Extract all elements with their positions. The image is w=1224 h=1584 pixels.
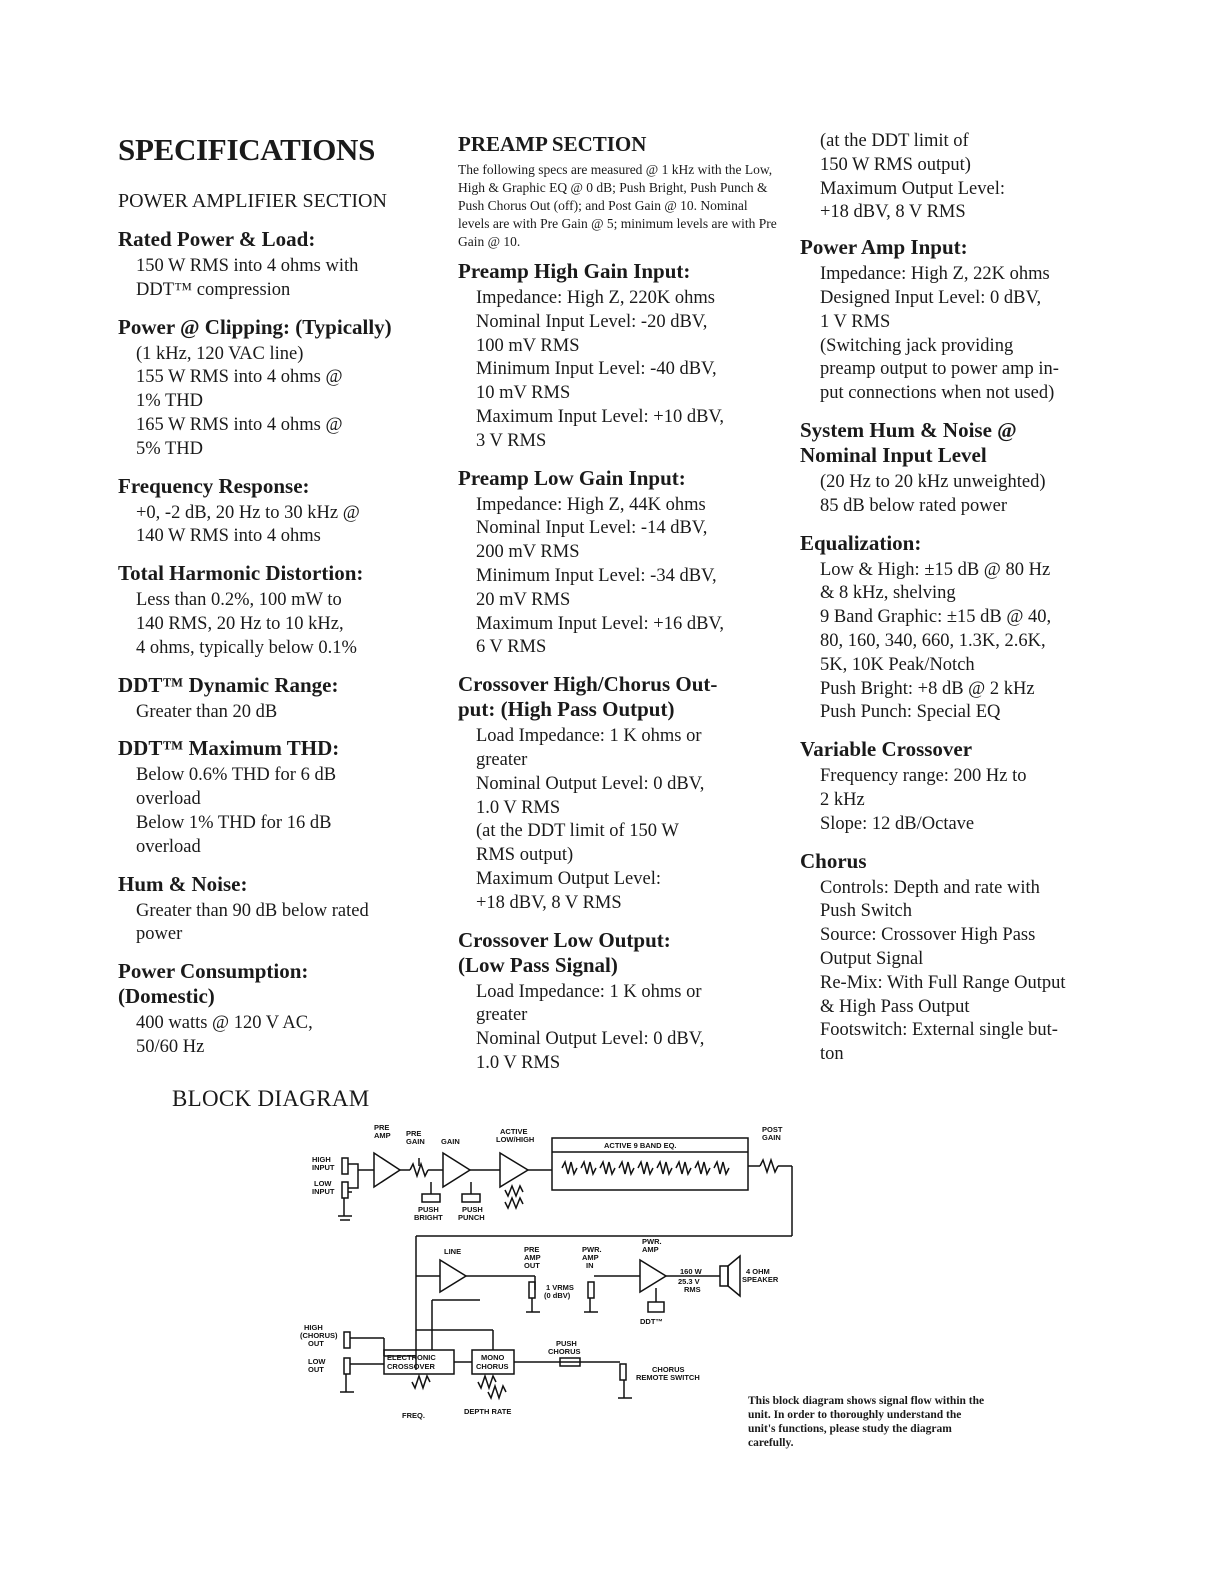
svg-text:INPUT: INPUT <box>312 1187 335 1196</box>
spec-heading-line: Total Harmonic Distortion: <box>118 561 364 586</box>
spec-line: Maximum Output Level: <box>476 868 661 889</box>
spec-line: 2 kHz <box>820 789 865 810</box>
spec-heading-line: Hum & Noise: <box>118 871 248 896</box>
spec-line: 200 mV RMS <box>476 542 580 563</box>
spec-item <box>800 531 1120 726</box>
svg-text:AMP: AMP <box>524 1253 541 1262</box>
spec-line: (Switching jack providing <box>820 335 1014 356</box>
spec-heading <box>800 737 1120 762</box>
pre-amp-out-jack <box>529 1282 535 1298</box>
chorus-remote-jack <box>620 1364 626 1380</box>
svg-text:IN: IN <box>586 1261 594 1270</box>
svg-text:AMP: AMP <box>582 1253 599 1262</box>
svg-text:OUT: OUT <box>308 1339 324 1348</box>
spec-heading <box>118 561 438 586</box>
spec-line: & High Pass Output <box>820 996 970 1017</box>
spec-heading-line: Crossover Low Output: <box>458 927 671 952</box>
spec-heading <box>458 672 778 722</box>
page-title: SPECIFICATIONS <box>118 132 376 167</box>
push-punch-switch <box>462 1194 480 1202</box>
push-bright-switch <box>422 1194 440 1202</box>
spec-line: 10 mV RMS <box>476 383 571 404</box>
svg-text:GAIN: GAIN <box>406 1137 425 1146</box>
label-mono-chorus: MONO <box>481 1353 505 1362</box>
spec-line: Impedance: High Z, 22K ohms <box>820 264 1050 285</box>
spec-item <box>118 474 438 550</box>
spec-line: 5K, 10K Peak/Notch <box>820 654 975 675</box>
spec-line: +18 dBV, 8 V RMS <box>476 892 622 913</box>
spec-line: 50/60 Hz <box>136 1036 205 1057</box>
spec-item <box>118 561 438 660</box>
spec-item <box>458 928 778 1076</box>
block-diagram <box>300 1120 800 1430</box>
svg-text:25.3 V: 25.3 V <box>678 1277 700 1286</box>
spec-line: (at the DDT limit of <box>820 131 969 151</box>
spec-line: Greater than 90 dB below rated <box>136 900 369 921</box>
spec-heading-line: Power @ Clipping: (Typically) <box>118 314 392 339</box>
spec-line: Load Impedance: 1 K ohms or <box>476 981 702 1002</box>
spec-item <box>118 227 438 303</box>
label-post-gain: POST <box>762 1125 783 1134</box>
spec-line: Push Punch: Special EQ <box>820 702 1001 723</box>
label-active-eq: ACTIVE 9 BAND EQ. <box>604 1141 677 1150</box>
label-pwr-amp-in: PWR. <box>582 1245 602 1254</box>
spec-line: 85 dB below rated power <box>820 495 1008 516</box>
spec-line: DDT™ compression <box>136 279 291 300</box>
spec-line: +0, -2 dB, 20 Hz to 30 kHz @ <box>136 502 360 523</box>
freq-pot <box>412 1376 430 1388</box>
line-amp-triangle <box>440 1260 466 1292</box>
spec-line: overload <box>136 836 201 857</box>
preamp-intro: The following specs are measured @ 1 kHz with the Low, High & Graphic EQ @ 0 dB; Push Bright, Push Punch & Push Chorus Out (off); and Post Gain @ 10. Nominal levels are with Pre Gain @ 5; minimum levels are with Pre Gain @ 10. <box>458 162 777 249</box>
pwr-amp-triangle <box>640 1260 666 1292</box>
svg-text:OUT: OUT <box>524 1261 540 1270</box>
spec-line: 140 RMS, 20 Hz to 10 kHz, <box>136 613 344 634</box>
svg-text:SPEAKER: SPEAKER <box>742 1275 779 1284</box>
label-crossover: ELECTRONIC <box>387 1353 436 1362</box>
spec-item <box>118 673 438 725</box>
spec-heading-line: put: (High Pass Output) <box>458 697 675 722</box>
rate-pot <box>488 1386 506 1398</box>
label-high-chorus-out: HIGH <box>304 1323 323 1332</box>
spec-heading-line: Nominal Input Level <box>800 442 987 467</box>
label-depth-rate: DEPTH RATE <box>464 1407 512 1416</box>
spec-line: put connections when not used) <box>820 383 1055 404</box>
column-2 <box>458 128 778 1088</box>
svg-text:(CHORUS): (CHORUS) <box>300 1331 338 1340</box>
speaker-icon <box>720 1266 728 1286</box>
spec-item <box>118 872 438 948</box>
spec-line: 3 V RMS <box>476 430 547 451</box>
power-section-heading: POWER AMPLIFIER SECTION <box>118 190 387 212</box>
spec-heading <box>118 959 438 1009</box>
svg-text:GAIN: GAIN <box>762 1133 781 1142</box>
spec-line: (20 Hz to 20 kHz unweighted) <box>820 471 1046 492</box>
high-chorus-out-jack <box>344 1332 350 1348</box>
spec-line: Nominal Input Level: -20 dBV, <box>476 311 708 332</box>
svg-text:AMP: AMP <box>374 1131 391 1140</box>
label-freq: FREQ. <box>402 1411 425 1420</box>
spec-heading <box>118 736 438 761</box>
spec-line: Greater than 20 dB <box>136 701 278 722</box>
spec-line: Load Impedance: 1 K ohms or <box>476 726 702 747</box>
spec-line: Footswitch: External single but- <box>820 1020 1058 1041</box>
depth-pot <box>478 1376 496 1388</box>
spec-line: RMS output) <box>476 845 574 866</box>
spec-line: 140 W RMS into 4 ohms <box>136 526 321 547</box>
spec-item <box>458 672 778 915</box>
spec-heading-line: Chorus <box>800 848 867 873</box>
label-ddt: DDT™ <box>640 1317 663 1326</box>
svg-text:LOW/HIGH: LOW/HIGH <box>496 1135 535 1144</box>
svg-text:CHORUS: CHORUS <box>548 1347 581 1356</box>
low-out-jack <box>344 1358 350 1374</box>
spec-item <box>458 466 778 661</box>
spec-line: 1.0 V RMS <box>476 1052 561 1073</box>
label-pre-gain: PRE <box>406 1129 422 1138</box>
spec-line: Nominal Input Level: -14 dBV, <box>476 518 708 539</box>
spec-line: Re-Mix: With Full Range Output <box>820 972 1066 993</box>
post-gain-pot <box>760 1160 778 1172</box>
preamp-spec-list <box>458 259 778 1076</box>
spec-line: Output Signal <box>820 948 924 969</box>
spec-item <box>800 849 1120 1067</box>
spec-line: 4 ohms, typically below 0.1% <box>136 637 357 658</box>
spec-line: Below 1% THD for 16 dB <box>136 812 332 833</box>
spec-line: power <box>136 924 183 945</box>
spec-line: 6 V RMS <box>476 637 547 658</box>
spec-item <box>800 418 1120 519</box>
spec-line: 155 W RMS into 4 ohms @ <box>136 367 343 388</box>
spec-line: Maximum Output Level: <box>820 178 1005 199</box>
spec-item <box>800 737 1120 836</box>
col3-spec-list <box>800 235 1120 1067</box>
spec-line: Below 0.6% THD for 6 dB <box>136 765 337 786</box>
spec-heading-line: DDT™ Maximum THD: <box>118 736 340 761</box>
spec-line: Less than 0.2%, 100 mW to <box>136 590 342 611</box>
pwr-amp-in-jack <box>588 1282 594 1298</box>
spec-heading-line: Preamp Low Gain Input: <box>458 465 686 490</box>
spec-heading-line: Power Amp Input: <box>800 235 968 260</box>
spec-heading-line: Power Consumption: <box>118 959 309 984</box>
spec-line: greater <box>476 1005 528 1026</box>
spec-line: (1 kHz, 120 VAC line) <box>136 343 304 364</box>
label-push-bright: PUSH <box>418 1205 439 1214</box>
label-watts: 160 W <box>680 1267 702 1276</box>
svg-text:AMP: AMP <box>642 1245 659 1254</box>
active-lowhigh-triangle <box>500 1153 528 1187</box>
spec-line: Nominal Output Level: 0 dBV, <box>476 1029 705 1050</box>
spec-line: Slope: 12 dB/Octave <box>820 813 975 834</box>
label-low-input: LOW <box>314 1179 332 1188</box>
spec-heading-line: Frequency Response: <box>118 473 310 498</box>
spec-line: Maximum Input Level: +16 dBV, <box>476 613 725 634</box>
spec-heading <box>800 418 1120 468</box>
pre-amp-triangle <box>374 1153 400 1187</box>
spec-line: 1 V RMS <box>820 311 891 332</box>
spec-line: Push Bright: +8 dB @ 2 kHz <box>820 678 1035 699</box>
column-1 <box>118 128 438 1072</box>
spec-heading-line: Variable Crossover <box>800 737 973 762</box>
spec-heading-line: DDT™ Dynamic Range: <box>118 672 339 697</box>
ddt-box <box>648 1302 664 1312</box>
svg-text:CROSSOVER: CROSSOVER <box>387 1362 435 1371</box>
spec-heading <box>800 531 1120 556</box>
spec-heading <box>118 315 438 340</box>
spec-heading-line: Crossover High/Chorus Out- <box>458 672 718 697</box>
spec-heading <box>458 928 778 978</box>
label-vrms: 1 VRMS <box>546 1283 574 1292</box>
label-chorus-remote: CHORUS <box>652 1365 685 1374</box>
spec-item <box>118 315 438 462</box>
spec-heading-line: (Domestic) <box>118 984 215 1009</box>
label-pre-amp: PRE <box>374 1123 390 1132</box>
spec-line: 100 mV RMS <box>476 335 580 356</box>
spec-line: Controls: Depth and rate with <box>820 877 1040 898</box>
spec-line: 165 W RMS into 4 ohms @ <box>136 414 343 435</box>
spec-line: overload <box>136 789 201 810</box>
spec-line: Nominal Output Level: 0 dBV, <box>476 773 705 794</box>
spec-heading-line: System Hum & Noise @ <box>800 417 1017 442</box>
spec-line: 1.0 V RMS <box>476 797 561 818</box>
spec-heading-line: Equalization: <box>800 530 922 555</box>
spec-heading-line: (Low Pass Signal) <box>458 952 618 977</box>
spec-line: 400 watts @ 120 V AC, <box>136 1013 313 1034</box>
spec-line: 5% THD <box>136 438 203 459</box>
spec-heading <box>118 227 438 252</box>
column-3 <box>800 130 1120 1079</box>
spec-item <box>118 959 438 1060</box>
spec-line: 9 Band Graphic: ±15 dB @ 40, <box>820 607 1052 628</box>
label-gain: GAIN <box>441 1137 460 1146</box>
spec-line: +18 dBV, 8 V RMS <box>820 202 966 223</box>
spec-line: Frequency range: 200 Hz to <box>820 766 1027 787</box>
spec-line: 80, 160, 340, 660, 1.3K, 2.6K, <box>820 630 1046 651</box>
svg-text:(0 dBV): (0 dBV) <box>544 1291 571 1300</box>
spec-line: 1% THD <box>136 391 203 412</box>
label-active-lowhigh: ACTIVE <box>500 1127 528 1136</box>
spec-line: Minimum Input Level: -34 dBV, <box>476 565 717 586</box>
spec-item <box>800 235 1120 406</box>
svg-text:REMOTE SWITCH: REMOTE SWITCH <box>636 1373 700 1382</box>
spec-heading <box>458 259 778 284</box>
spec-line: Designed Input Level: 0 dBV, <box>820 287 1042 308</box>
spec-heading <box>800 235 1120 260</box>
svg-text:INPUT: INPUT <box>312 1163 335 1172</box>
spec-item <box>458 259 778 454</box>
label-pre-amp-out: PRE <box>524 1245 540 1254</box>
spec-heading-line: Preamp High Gain Input: <box>458 259 691 283</box>
label-high-input: HIGH <box>312 1155 331 1164</box>
spec-line: Impedance: High Z, 220K ohms <box>476 288 715 308</box>
low-input-jack <box>342 1182 348 1198</box>
preamp-section-heading: PREAMP SECTION <box>458 132 647 156</box>
svg-text:RMS: RMS <box>684 1285 701 1294</box>
spec-line: Source: Crossover High Pass <box>820 925 1036 946</box>
diagram-caption: This block diagram shows signal flow within the unit. In order to thoroughly understand the unit's functions, please study the diagram carefully. <box>748 1395 985 1449</box>
spec-line: 150 W RMS into 4 ohms with <box>136 256 359 276</box>
high-input-jack <box>342 1158 348 1174</box>
spec-line: Low & High: ±15 dB @ 80 Hz <box>820 559 1051 580</box>
spec-line: Minimum Input Level: -40 dBV, <box>476 359 717 380</box>
svg-text:CHORUS: CHORUS <box>476 1362 509 1371</box>
continued-spec <box>800 130 1120 225</box>
spec-line: 150 W RMS output) <box>820 154 971 175</box>
svg-text:OUT: OUT <box>308 1365 324 1374</box>
spec-line: 20 mV RMS <box>476 589 571 610</box>
spec-line: Maximum Input Level: +10 dBV, <box>476 406 725 427</box>
gain-triangle <box>443 1153 470 1187</box>
spec-item <box>118 736 438 859</box>
spec-line: ton <box>820 1044 844 1065</box>
spec-line: Push Switch <box>820 901 913 922</box>
block-diagram-title: BLOCK DIAGRAM <box>172 1086 370 1111</box>
spec-line: Impedance: High Z, 44K ohms <box>476 494 706 515</box>
low-high-pot <box>505 1186 523 1196</box>
spec-line: preamp output to power amp in- <box>820 359 1059 380</box>
spec-heading <box>118 872 438 897</box>
svg-text:BRIGHT: BRIGHT <box>414 1213 443 1222</box>
spec-heading <box>800 849 1120 874</box>
spec-line: greater <box>476 749 528 770</box>
label-push-punch: PUSH <box>462 1205 483 1214</box>
spec-line: (at the DDT limit of 150 W <box>476 821 679 842</box>
svg-text:PUNCH: PUNCH <box>458 1213 485 1222</box>
label-low-out: LOW <box>308 1357 326 1366</box>
label-line: LINE <box>444 1247 462 1256</box>
spec-line: & 8 kHz, shelving <box>820 583 956 604</box>
spec-heading <box>458 466 778 491</box>
spec-heading <box>118 673 438 698</box>
label-pwr-amp: PWR. <box>642 1237 662 1246</box>
spec-heading-line: Rated Power & Load: <box>118 227 316 251</box>
spec-heading <box>118 474 438 499</box>
eq-sliders <box>562 1162 729 1174</box>
power-spec-list <box>118 227 438 1060</box>
label-push-chorus: PUSH <box>556 1339 577 1348</box>
label-speaker: 4 OHM <box>746 1267 770 1276</box>
